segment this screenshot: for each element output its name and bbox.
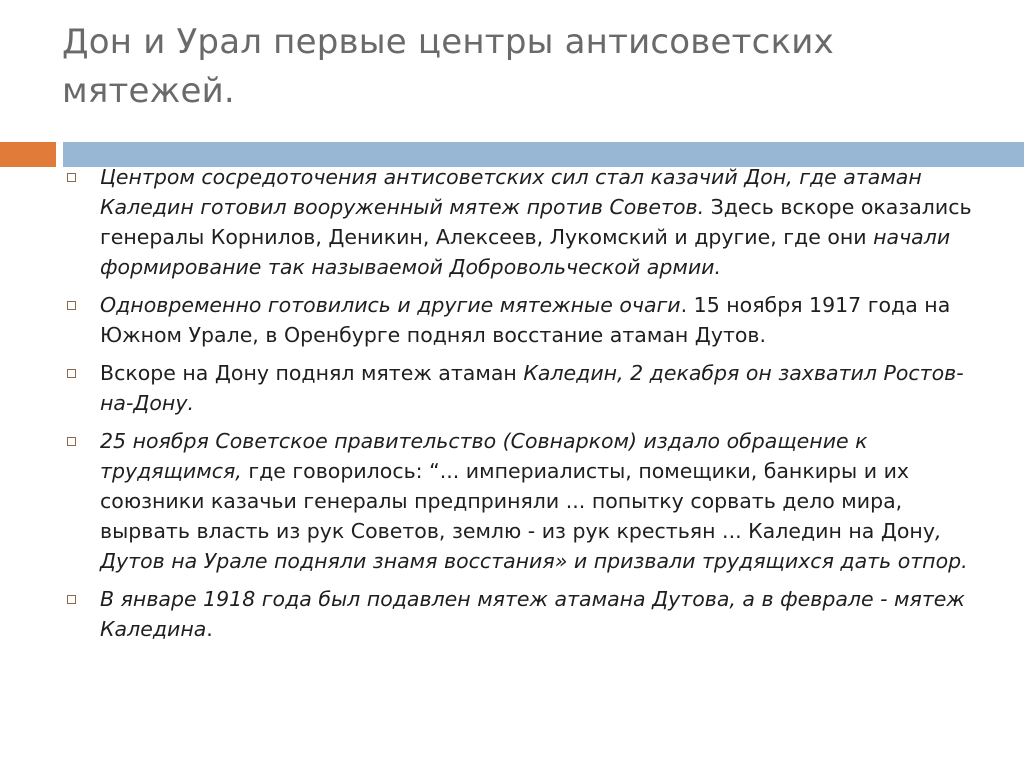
- bullet-text-segment: Здесь вскоре оказались генералы Корнилов, Деникин, Алексеев, Лукомский и другие, где они: [100, 195, 972, 249]
- bullet-text-segment: Одновременно готовились и другие мятежные очаги: [100, 293, 681, 317]
- bullet-item: [60, 426, 980, 576]
- bullet-item: [60, 290, 980, 350]
- square-bullet-icon: [67, 437, 76, 446]
- bullet-text-segment: Центром сосредоточения антисоветских сил стал казачий Дон, где атаман Каледин готовил вооруженный мятеж против Советов.: [100, 165, 922, 219]
- bullet-item: [60, 584, 980, 644]
- bullet-item: [60, 162, 980, 282]
- bullet-text-segment: .: [206, 617, 213, 641]
- bullet-item: [60, 358, 980, 418]
- bullet-list: [60, 162, 980, 652]
- bullet-text-segment: , Дутов на Урале подняли знамя восстания» и призвали трудящихся дать отпор.: [100, 519, 968, 573]
- bullet-text-segment: Вскоре на Дону поднял мятеж атаман: [100, 361, 524, 385]
- square-bullet-icon: [67, 595, 76, 604]
- bullet-text-segment: . 15 ноября 1917 года на Южном Урале, в Оренбурге поднял восстание атаман Дутов.: [100, 293, 951, 347]
- slide-title: Дон и Урал первые центры антисоветских мятежей.: [62, 22, 834, 111]
- bullet-text-segment: Каледин, 2 декабря он захватил Ростов-на-Дону.: [100, 361, 964, 415]
- bullet-text-segment: 25 ноября Советское правительство (Совнарком) издало обращение к трудящимся,: [100, 429, 868, 483]
- bullet-text-segment: начали формирование так называемой Добровольческой армии.: [100, 225, 951, 279]
- square-bullet-icon: [67, 301, 76, 310]
- accent-bar-orange: [0, 142, 56, 167]
- bullet-text-segment: где говорилось: “... империалисты, помещики, банкиры и их союзники казачьи генералы предприняли ... попытку сорвать дело мира, вырвать власть из рук Советов, землю - из рук крестьян ... Каледин на Дону: [100, 459, 935, 543]
- square-bullet-icon: [67, 369, 76, 378]
- bullet-text-segment: В январе 1918 года был подавлен мятеж атамана Дутова, а в феврале - мятеж Каледина: [100, 587, 965, 641]
- square-bullet-icon: [67, 173, 76, 182]
